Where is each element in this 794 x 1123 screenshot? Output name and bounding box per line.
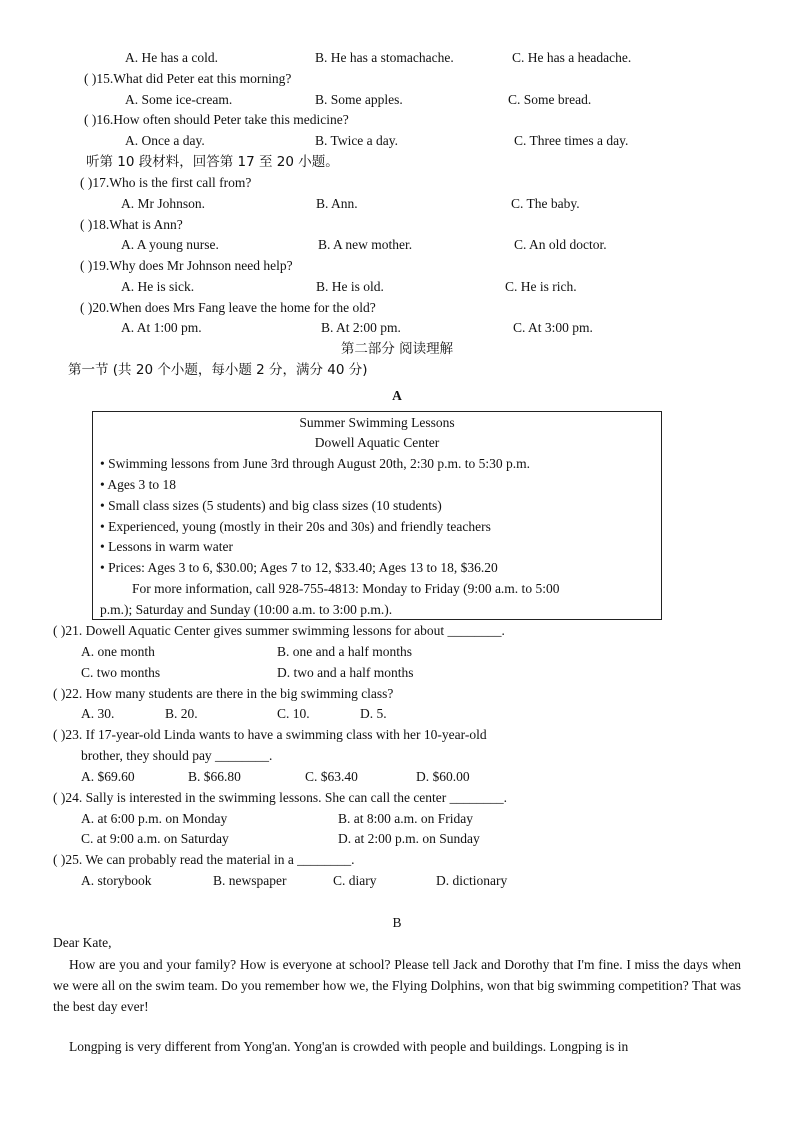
q16-option-c: C. Three times a day. bbox=[514, 133, 629, 148]
notice-bullet: • Small class sizes (5 students) and big class sizes (10 students) bbox=[100, 498, 442, 513]
q14-option-b: B. He has a stomachache. bbox=[315, 50, 454, 65]
notice-contact-line-2: p.m.); Saturday and Sunday (10:00 a.m. to 3:00 p.m.). bbox=[100, 602, 393, 617]
q25-option-c: C. diary bbox=[333, 873, 377, 888]
q21-stem: ( )21. Dowell Aquatic Center gives summer swimming lessons for about ________. bbox=[53, 623, 505, 638]
q22-option-d: D. 5. bbox=[360, 706, 387, 721]
notice-bullet: • Swimming lessons from June 3rd through August 20th, 2:30 p.m. to 5:30 p.m. bbox=[100, 456, 530, 471]
q15-option-b: B. Some apples. bbox=[315, 92, 403, 107]
q16-option-a: A. Once a day. bbox=[125, 133, 205, 148]
q18-option-b: B. A new mother. bbox=[318, 237, 413, 252]
notice-bullet: • Prices: Ages 3 to 6, $30.00; Ages 7 to 12, $33.40; Ages 13 to 18, $36.20 bbox=[100, 560, 498, 575]
q22-option-c: C. 10. bbox=[277, 706, 310, 721]
q24-option-b: B. at 8:00 a.m. on Friday bbox=[338, 811, 473, 826]
part-2-title: 第二部分 阅读理解 bbox=[340, 341, 454, 357]
q16-option-b: B. Twice a day. bbox=[315, 133, 399, 148]
q24-option-c: C. at 9:00 a.m. on Saturday bbox=[81, 831, 229, 846]
q20-option-b: B. At 2:00 pm. bbox=[321, 320, 401, 335]
letter-paragraph-1 bbox=[53, 954, 741, 1017]
q24-option-d: D. at 2:00 p.m. on Sunday bbox=[338, 831, 480, 846]
q16-stem: ( )16.How often should Peter take this medicine? bbox=[84, 112, 349, 127]
q23-option-c: C. $63.40 bbox=[305, 769, 358, 784]
notice-bullet: • Lessons in warm water bbox=[100, 539, 233, 554]
notice-bullet: • Ages 3 to 18 bbox=[100, 477, 176, 492]
notice-bullet: • Experienced, young (mostly in their 20s and 30s) and friendly teachers bbox=[100, 519, 491, 534]
q19-option-b: B. He is old. bbox=[316, 279, 384, 294]
q14-option-c: C. He has a headache. bbox=[512, 50, 632, 65]
q14-option-a: A. He has a cold. bbox=[125, 50, 218, 65]
q18-stem: ( )18.What is Ann? bbox=[80, 217, 183, 232]
q25-stem: ( )25. We can probably read the material in a ________. bbox=[53, 852, 355, 867]
q18-option-a: A. A young nurse. bbox=[121, 237, 219, 252]
q17-option-a: A. Mr Johnson. bbox=[121, 196, 206, 211]
q23-stem: ( )23. If 17-year-old Linda wants to have a swimming class with her 10-year-old bbox=[53, 727, 487, 742]
q22-stem: ( )22. How many students are there in the big swimming class? bbox=[53, 686, 394, 701]
q17-option-c: C. The baby. bbox=[511, 196, 580, 211]
q17-option-b: B. Ann. bbox=[316, 196, 358, 211]
notice-subtitle: Dowell Aquatic Center bbox=[314, 435, 440, 450]
letter-paragraph-2-line: Longping is very different from Yong'an. Yong'an is crowded with people and buildings. Longping is in bbox=[69, 1039, 629, 1054]
q23-stem-continued: brother, they should pay ________. bbox=[81, 748, 273, 763]
q22-option-a: A. 30. bbox=[81, 706, 115, 721]
section-10-instruction: 听第 10 段材料，回答第 17 至 20 小题。 bbox=[86, 154, 339, 170]
q15-stem: ( )15.What did Peter eat this morning? bbox=[84, 71, 292, 86]
letter-paragraph-1-text: How are you and your family? How is everyone at school? Please tell Jack and Dorothy that I'm fine. I miss the days when we were all on the swim team. Do you remember how we, the Flying Dolphins, won that big swimming competition? That was the best day ever! bbox=[53, 957, 741, 1014]
q15-option-c: C. Some bread. bbox=[508, 92, 592, 107]
q23-option-b: B. $66.80 bbox=[188, 769, 241, 784]
q24-option-a: A. at 6:00 p.m. on Monday bbox=[81, 811, 228, 826]
section-1-title: 第一节 (共 20 个小题，每小题 2 分，满分 40 分) bbox=[68, 362, 368, 378]
q15-option-a: A. Some ice-cream. bbox=[125, 92, 233, 107]
q24-stem: ( )24. Sally is interested in the swimming lessons. She can call the center ________. bbox=[53, 790, 508, 805]
q21-option-d: D. two and a half months bbox=[277, 665, 414, 680]
q23-option-a: A. $69.60 bbox=[81, 769, 135, 784]
q20-option-c: C. At 3:00 pm. bbox=[513, 320, 593, 335]
q22-option-b: B. 20. bbox=[165, 706, 198, 721]
passage-a-label: A bbox=[392, 388, 402, 403]
q23-option-d: D. $60.00 bbox=[416, 769, 470, 784]
q20-stem: ( )20.When does Mrs Fang leave the home for the old? bbox=[80, 300, 376, 315]
letter-greeting: Dear Kate, bbox=[53, 935, 112, 950]
notice-contact-line-1: For more information, call 928-755-4813: Monday to Friday (9:00 a.m. to 5:00 bbox=[132, 581, 560, 596]
notice-title: Summer Swimming Lessons bbox=[299, 415, 455, 430]
q18-option-c: C. An old doctor. bbox=[514, 237, 607, 252]
q25-option-a: A. storybook bbox=[81, 873, 152, 888]
q19-option-a: A. He is sick. bbox=[121, 279, 195, 294]
q17-stem: ( )17.Who is the first call from? bbox=[80, 175, 252, 190]
q19-option-c: C. He is rich. bbox=[505, 279, 577, 294]
q21-option-b: B. one and a half months bbox=[277, 644, 412, 659]
q25-option-b: B. newspaper bbox=[213, 873, 287, 888]
q25-option-d: D. dictionary bbox=[436, 873, 508, 888]
passage-b-label: B bbox=[392, 915, 402, 930]
q21-option-a: A. one month bbox=[81, 644, 155, 659]
q20-option-a: A. At 1:00 pm. bbox=[121, 320, 202, 335]
q19-stem: ( )19.Why does Mr Johnson need help? bbox=[80, 258, 293, 273]
q21-option-c: C. two months bbox=[81, 665, 161, 680]
